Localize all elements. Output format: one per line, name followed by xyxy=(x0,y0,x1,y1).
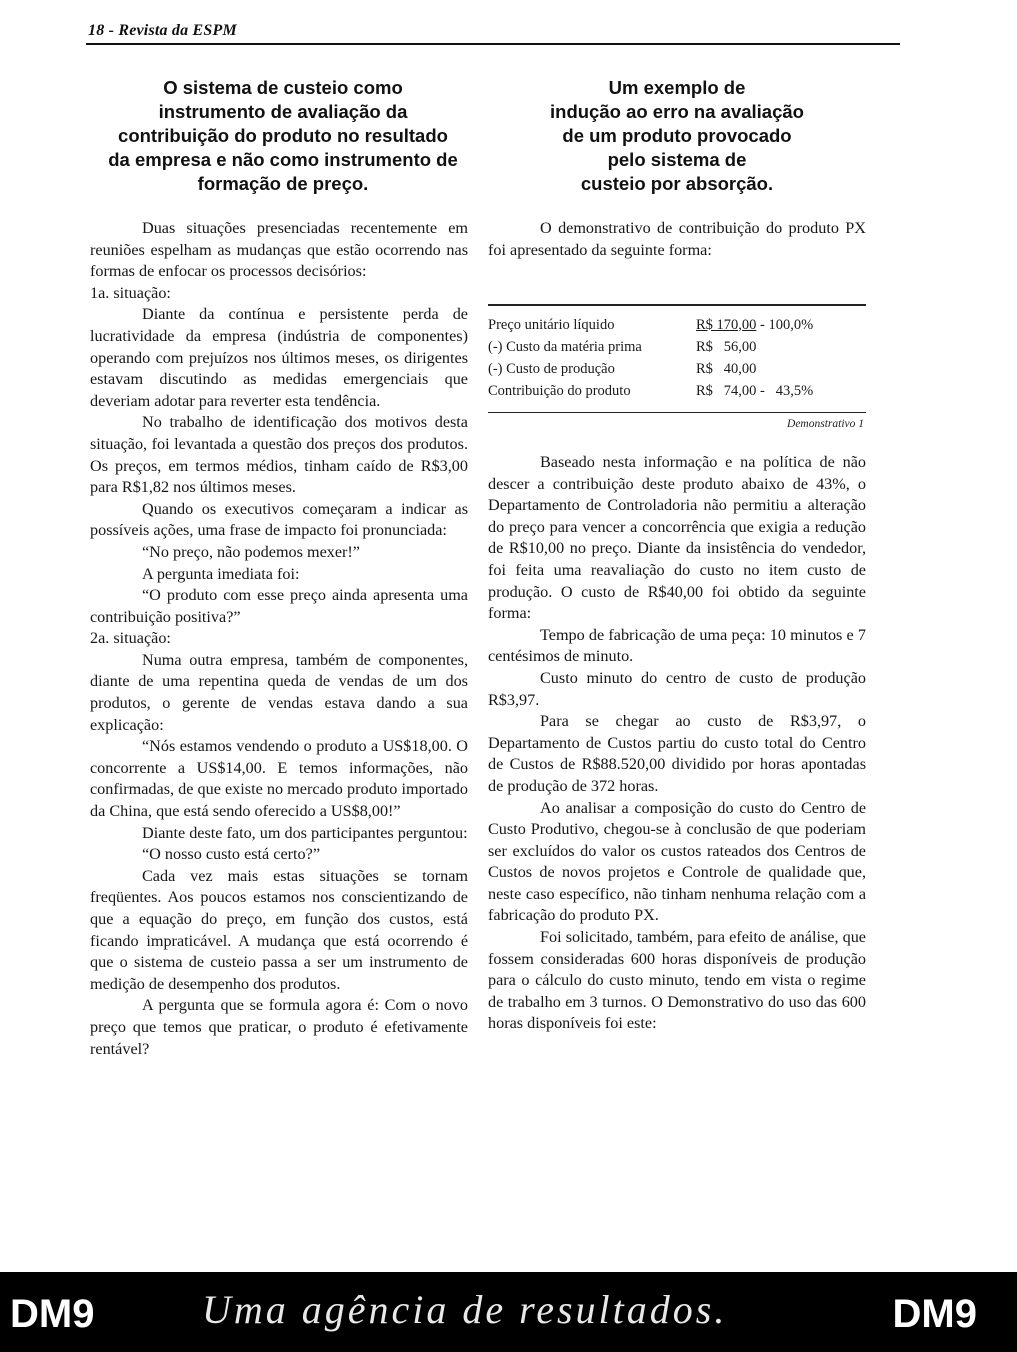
value-amount: R$ 40,00 xyxy=(696,360,757,377)
demonstrativo-table xyxy=(488,314,866,402)
banner-slogan: Uma agência de resultados. xyxy=(202,1287,728,1332)
table-bottom-rule xyxy=(488,412,866,413)
value-percent: - 43,5% xyxy=(756,382,814,399)
table-row xyxy=(488,380,866,402)
row-value xyxy=(696,380,866,402)
quote-paragraph: “No preço, não podemos mexer!” xyxy=(142,542,360,561)
paragraph: Cada vez mais estas situações se tornam freqüentes. Aos poucos estamos nos conscientizando de que a equação do preço, em função dos custos, está ficando impraticável. A mudança que está ocorrendo é que o sistema de custeio passa a ser um instrumento de medição de desempenho dos produtos. xyxy=(90,866,468,993)
paragraph: A pergunta que se formula agora é: Com o novo preço que temos que praticar, o produto é efetivamente rentável? xyxy=(90,996,468,1058)
paragraph: Custo minuto do centro de custo de produção R$3,97. xyxy=(488,668,866,709)
headline-line: formação de preço. xyxy=(197,173,369,194)
quote-paragraph: “Nós estamos vendendo o produto a US$18,00. O concorrente a US$14,00. E temos informações, não confirmadas, de que existe no mercado produto importado da China, que está sendo oferecido a US$8,00!” xyxy=(90,737,468,821)
value-amount: R$ 74,00 xyxy=(696,382,757,399)
headline-line: pelo sistema de xyxy=(607,149,747,170)
header-rule xyxy=(86,43,900,45)
table-row xyxy=(488,314,866,336)
row-value xyxy=(696,358,866,380)
headline-line: da empresa e não como instrumento de xyxy=(108,149,458,170)
paragraph: No trabalho de identificação dos motivos desta situação, foi levantada a questão dos preços dos produtos. Os preços, em termos médios, tinham caído de R$3,00 para R$1,82 nos últimos meses. xyxy=(90,413,468,497)
table-row xyxy=(488,336,866,358)
value-amount: R$ 56,00 xyxy=(696,338,757,355)
row-label: (-) Custo da matéria prima xyxy=(488,338,642,355)
paragraph: O demonstrativo de contribuição do produto PX foi apresentado da seguinte forma: xyxy=(488,219,866,259)
dm9-logo-right: DM9 xyxy=(892,1292,977,1336)
headline-line: O sistema de custeio como xyxy=(163,77,403,98)
quote-paragraph: “O nosso custo está certo?” xyxy=(142,845,320,864)
paragraph: A pergunta imediata foi: xyxy=(142,564,300,583)
headline-line: custeio por absorção. xyxy=(580,173,774,194)
paragraph: Para se chegar ao custo de R$3,97, o Departamento de Custos partiu do custo total do Centro de Custos de R$88.520,00 dividido por horas apontadas de produção de 372 horas. xyxy=(488,712,866,795)
paragraph: Quando os executivos começaram a indicar as possíveis ações, uma frase de impacto foi pronunciada: xyxy=(90,499,468,540)
dm9-logo-left: DM9 xyxy=(10,1292,95,1336)
headline-line: contribuição do produto no resultado xyxy=(118,125,448,146)
paragraph: Tempo de fabricação de uma peça: 10 minutos e 7 centésimos de minuto. xyxy=(488,625,866,666)
table-row xyxy=(488,358,866,380)
running-head: 18 - Revista da ESPM xyxy=(88,22,237,39)
paragraph: Diante da contínua e persistente perda de lucratividade da empresa (indústria de componentes) operando com prejuízos nos últimos meses, os dirigentes estavam discutindo as medidas emergenciais que deveriam adotar para reverter esta tendência. xyxy=(90,305,468,410)
right-column-body xyxy=(488,452,866,1035)
paragraph: Foi solicitado, também, para efeito de análise, que fossem consideradas 600 horas disponíveis de produção para o cálculo do custo minuto, tendo em vista o regime de trabalho em 3 turnos. O Demonstrativo do uso das 600 horas disponíveis foi este: xyxy=(488,928,866,1033)
paragraph: Baseado nesta informação e na política de não descer a contribuição deste produto abaixo de 43%, o Departamento de Controladoria não permitiu a alteração do preço para vencer a concorrência que exigia a redução de R$10,00 no preço. Diante da insistência do vendedor, foi feita uma reavaliação do custo no item custo de produção. O custo de R$40,00 foi obtido da seguinte forma: xyxy=(488,453,866,623)
paragraph: 2a. situação: xyxy=(90,629,171,648)
paragraph: 1a. situação: xyxy=(90,283,171,302)
headline-line: instrumento de avaliação da xyxy=(158,101,408,122)
table-caption: Demonstrativo 1 xyxy=(787,418,864,430)
row-value xyxy=(696,336,866,358)
row-label: Contribuição do produto xyxy=(488,382,631,399)
paragraph: Diante deste fato, um dos participantes perguntou: xyxy=(142,823,468,842)
paragraph: Numa outra empresa, também de componentes, diante de uma repentina queda de vendas de um dos produtos, o gerente de vendas estava dando a sua explicação: xyxy=(90,650,468,734)
paragraph: Ao analisar a composição do custo do Centro de Custo Produtivo, chegou-se à conclusão de que poderiam ser excluídos do valor os custos rateados dos Centros de Custos de novos projetos e Controle de qualidade que, neste caso específico, não tinham nenhuma relação com a fabricação do produto PX. xyxy=(488,798,866,925)
left-section-headline xyxy=(90,76,476,196)
row-label: (-) Custo de produção xyxy=(488,360,615,377)
left-column-body xyxy=(90,218,468,1060)
row-label: Preço unitário líquido xyxy=(488,316,615,333)
advertisement-banner xyxy=(0,1272,1017,1352)
headline-line: Um exemplo de xyxy=(608,77,746,98)
quote-paragraph: “O produto com esse preço ainda apresenta uma contribuição positiva?” xyxy=(90,586,468,626)
value-amount: R$ 170,00 xyxy=(696,316,757,333)
right-column-intro xyxy=(488,218,866,261)
headline-line: indução ao erro na avaliação xyxy=(550,101,804,122)
right-section-headline xyxy=(488,76,866,196)
headline-line: de um produto provocado xyxy=(562,125,792,146)
table-top-rule xyxy=(488,304,866,306)
value-percent: - 100,0% xyxy=(756,316,814,333)
paragraph: Duas situações presenciadas recentemente em reuniões espelham as mudanças que estão ocorrendo nas formas de enfocar os processos decisórios: xyxy=(90,219,468,281)
row-value xyxy=(696,314,866,336)
